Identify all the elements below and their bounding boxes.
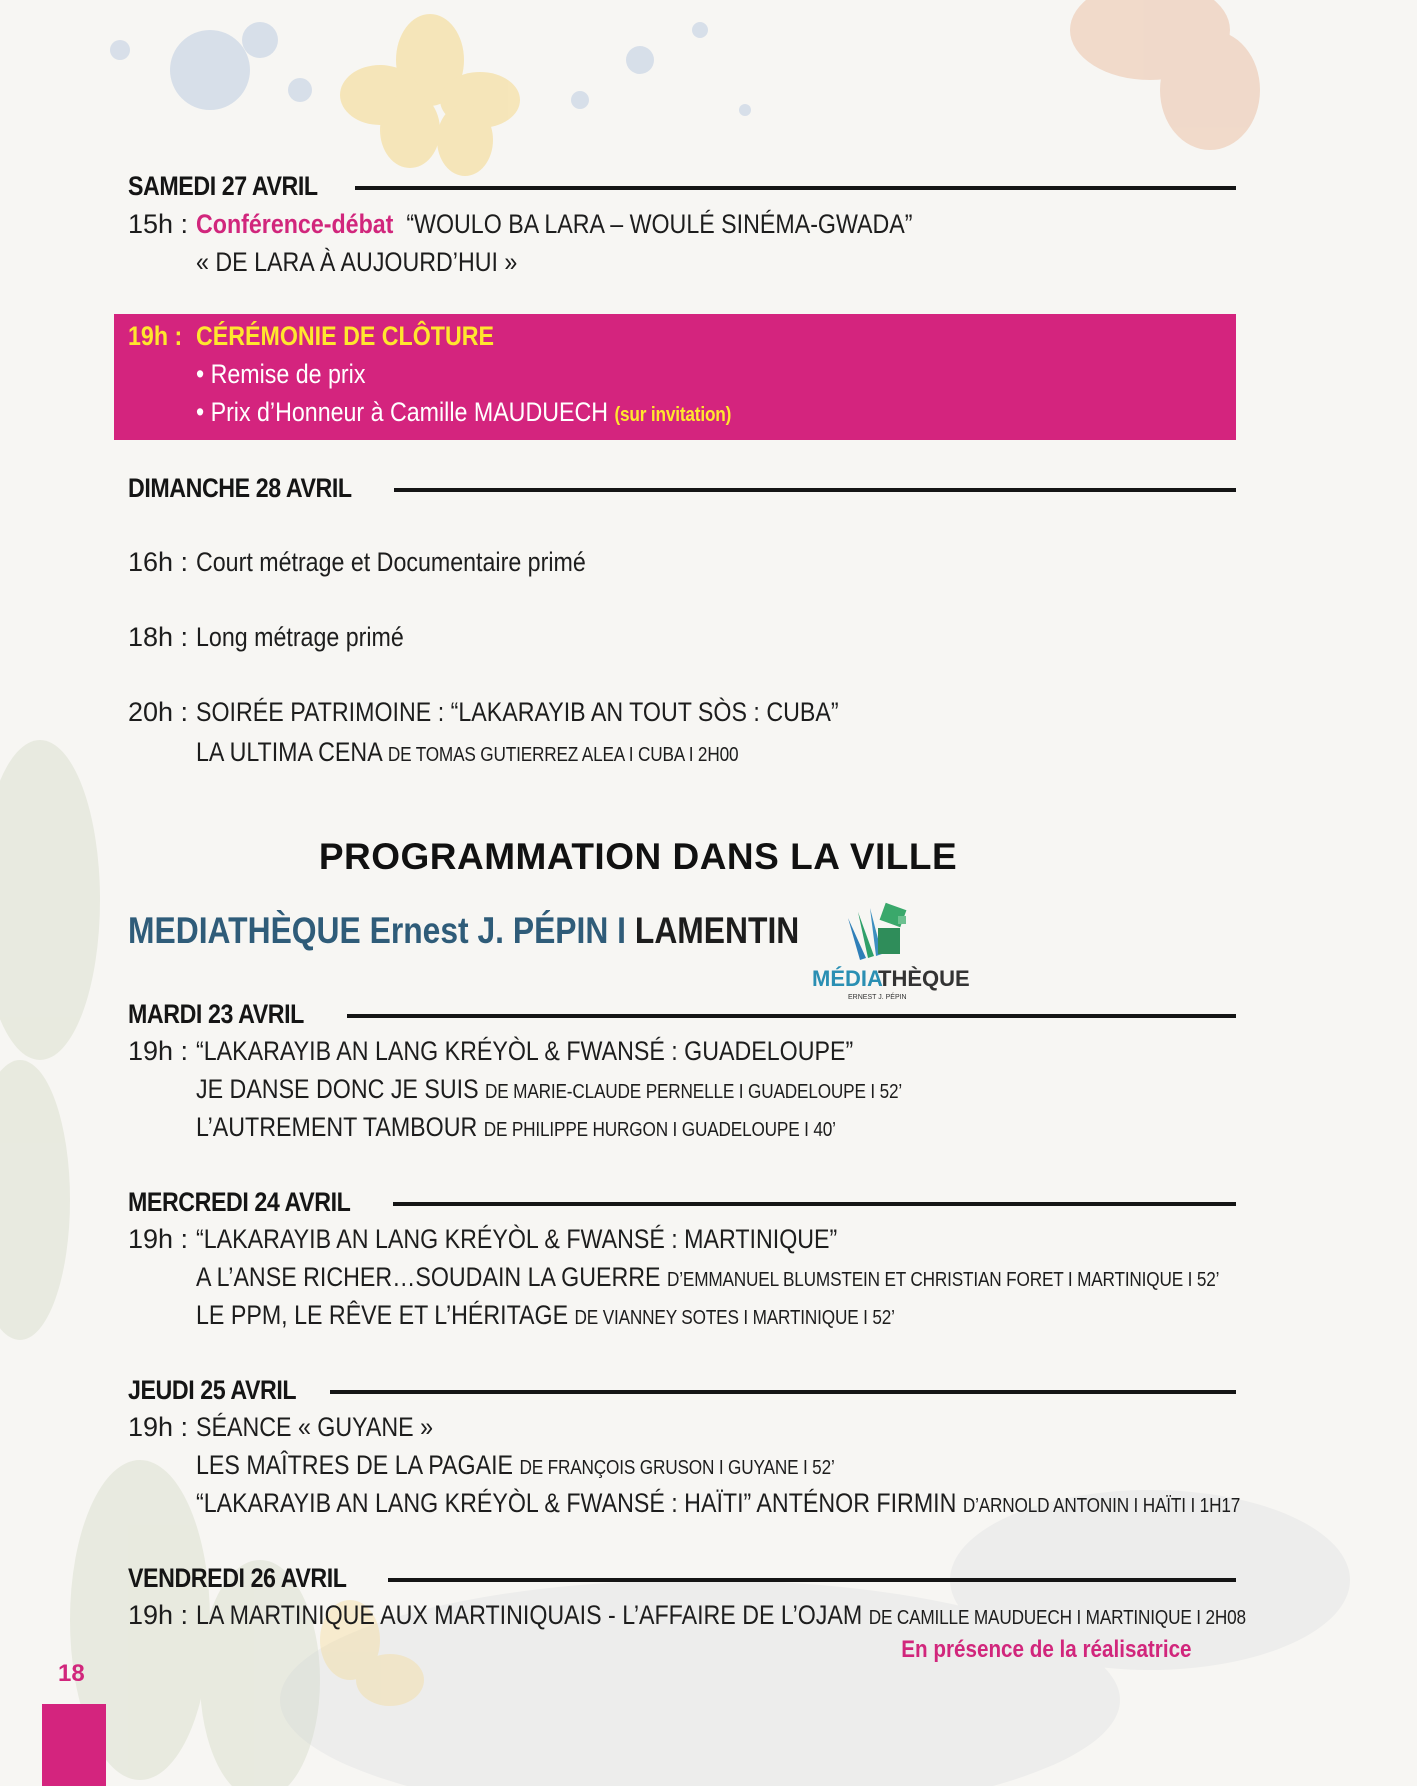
day-header-mardi: [128, 996, 1236, 1032]
time: 18h :: [128, 622, 189, 652]
divider: [347, 1014, 1236, 1018]
time: 19h :: [128, 321, 183, 351]
day-header-mercredi: [128, 1184, 1236, 1220]
film-line: [196, 1297, 1009, 1337]
ceremony-item: • Prix d’Honneur à Camille MAUDUECH (sur invitation): [196, 397, 732, 427]
film-title: LA ULTIMA CENA: [196, 737, 382, 767]
film-line: [196, 1485, 1410, 1525]
ceremony-item: • Remise de prix: [196, 359, 366, 389]
film-credit: DE MARIE-CLAUDE PERNELLE I GUADELOUPE I 52’: [485, 1081, 903, 1103]
logo-word-a: MÉDIA: [812, 966, 883, 991]
day-header-dimanche: [128, 470, 1236, 506]
film-title: A L’ANSE RICHER…SOUDAIN LA GUERRE: [196, 1262, 661, 1292]
day-label: DIMANCHE 28 AVRIL: [128, 472, 352, 503]
time: 19h :: [128, 1412, 189, 1442]
event-title: “WOULO BA LARA – WOULÉ SINÉMA-GWADA”: [406, 209, 913, 239]
day-label: MARDI 23 AVRIL: [128, 998, 304, 1029]
divider: [330, 1390, 1236, 1394]
venue-heading: [128, 910, 909, 952]
divider: [355, 186, 1236, 190]
presence-note: En présence de la réalisatrice: [901, 1636, 1192, 1663]
divider: [394, 488, 1236, 492]
ceremony-title: CÉRÉMONIE DE CLÔTURE: [196, 321, 495, 351]
mediatheque-logo: [808, 898, 970, 1004]
ceremony-banner: [114, 314, 1236, 440]
film-title: LE PPM, LE RÊVE ET L’HÉRITAGE: [196, 1300, 569, 1330]
day-label: VENDREDI 26 AVRIL: [128, 1562, 347, 1593]
day-header-samedi: [128, 168, 1236, 204]
venue-city: LAMENTIN: [634, 910, 800, 951]
film-credit: DE PHILIPPE HURGON I GUADELOUPE I 40’: [483, 1119, 836, 1141]
day-label: SAMEDI 27 AVRIL: [128, 170, 318, 201]
event-line: Long métrage primé: [196, 622, 404, 652]
day-header-vendredi: [128, 1560, 1236, 1596]
event-line: Court métrage et Documentaire primé: [196, 547, 586, 577]
event-label: Conférence-débat: [196, 209, 394, 239]
time: 20h :: [128, 697, 189, 727]
film-line: [196, 1447, 939, 1487]
film-line: [196, 1109, 940, 1149]
day-label: JEUDI 25 AVRIL: [128, 1374, 297, 1405]
time: 16h :: [128, 547, 189, 577]
film-title: JE DANSE DONC JE SUIS: [196, 1074, 479, 1104]
day-label: MERCREDI 24 AVRIL: [128, 1186, 351, 1217]
event-theme: SÉANCE « GUYANE »: [196, 1412, 434, 1442]
time: 19h :: [128, 1600, 189, 1630]
film-credit: DE VIANNEY SOTES I MARTINIQUE I 52’: [574, 1307, 895, 1329]
section-title: PROGRAMMATION DANS LA VILLE: [318, 836, 958, 877]
day-header-jeudi: [128, 1372, 1236, 1408]
invitation-note: (sur invitation): [614, 404, 732, 426]
event-theme: “LAKARAYIB AN LANG KRÉYÒL & FWANSÉ : GUADELOUPE”: [196, 1036, 854, 1066]
logo-caption: ERNEST J. PÉPIN: [848, 994, 907, 1001]
film-title: L’AUTREMENT TAMBOUR: [196, 1112, 478, 1142]
event-line: [196, 206, 1029, 243]
divider: [393, 1202, 1236, 1206]
film-credit: D’ARNOLD ANTONIN I HAÏTI I 1H17: [962, 1495, 1241, 1517]
time: 19h :: [128, 1036, 189, 1066]
film-title: “LAKARAYIB AN LANG KRÉYÒL & FWANSÉ : HAÏTI” ANTÉNOR FIRMIN: [196, 1488, 957, 1518]
film-credit: DE CAMILLE MAUDUECH I MARTINIQUE I 2H08: [868, 1607, 1246, 1629]
divider: [388, 1578, 1236, 1582]
film-credit: D’EMMANUEL BLUMSTEIN ET CHRISTIAN FORET I MARTINIQUE I 52’: [666, 1269, 1220, 1291]
film-credit: DE FRANÇOIS GRUSON I GUYANE I 52’: [519, 1457, 835, 1479]
film-line: [196, 1597, 1417, 1637]
venue-name: MEDIATHÈQUE Ernest J. PÉPIN I: [128, 910, 627, 951]
book-icon: [848, 903, 906, 960]
film-title: LES MAÎTRES DE LA PAGAIE: [196, 1450, 514, 1480]
time: 15h :: [128, 209, 189, 239]
logo-word-b: THÈQUE: [878, 966, 970, 991]
film-credit: DE TOMAS GUTIERREZ ALEA I CUBA I 2H00: [387, 744, 739, 766]
event-line: SOIRÉE PATRIMOINE : “LAKARAYIB AN TOUT SÒS : CUBA”: [196, 697, 839, 727]
event-subtitle: « DE LARA À AUJOURD’HUI »: [196, 247, 518, 277]
film-line: [196, 734, 827, 774]
time: 19h :: [128, 1224, 189, 1254]
event-theme: “LAKARAYIB AN LANG KRÉYÒL & FWANSÉ : MARTINIQUE”: [196, 1224, 838, 1254]
page-tab: [42, 1704, 106, 1786]
film-line: [196, 1259, 1386, 1299]
film-line: [196, 1071, 1017, 1111]
film-title: LA MARTINIQUE AUX MARTINIQUAIS - L’AFFAIRE DE L’OJAM: [196, 1600, 863, 1630]
page-number: 18: [58, 1660, 85, 1687]
